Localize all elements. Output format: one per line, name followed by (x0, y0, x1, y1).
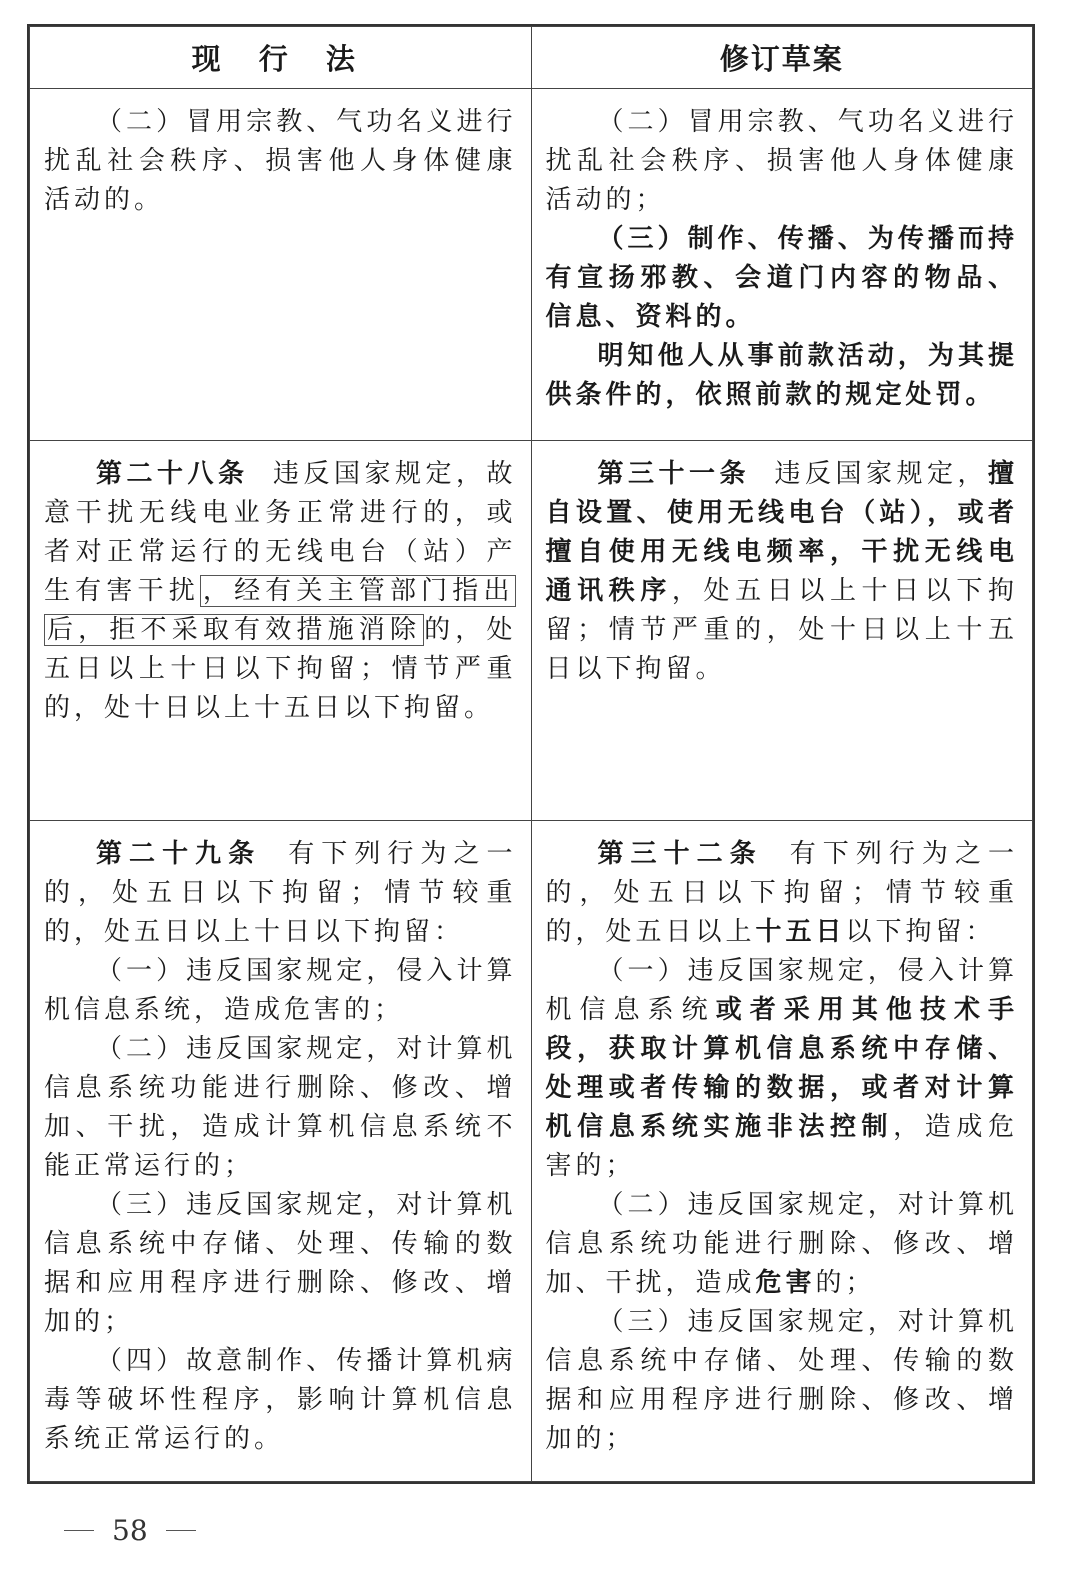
list-item: （二）违反国家规定，对计算机信息系统功能进行删除、修改、增加、干扰，造成计算机信息系统不能正常运行的； (44, 1034, 517, 1181)
comparison-table-frame (27, 24, 1035, 1484)
header-current-law-label: 现 行 法 (191, 42, 369, 76)
footer-dash-left (64, 1530, 94, 1531)
paragraph (546, 835, 1019, 952)
article-number: 第二十九条 (96, 839, 262, 869)
added-text-bold: 危害 (755, 1268, 816, 1298)
list-item (546, 952, 1019, 1186)
header-current-law (30, 27, 532, 89)
article-number: 第三十二条 (597, 839, 763, 869)
text-segment: 的； (815, 1268, 876, 1298)
added-text-bold: 十五日 (755, 917, 846, 947)
text-segment: ，造成危害的； (545, 1112, 1018, 1181)
text-segment: 违反国家规定， (773, 459, 988, 489)
page-footer (46, 1514, 214, 1547)
paragraph (44, 835, 517, 952)
list-item: （三）违反国家规定，对计算机信息系统中存储、处理、传输的数据和应用程序进行删除、修改、增加的； (44, 1190, 517, 1337)
text-segment: 违反国家规定，故意干扰无线电业务正常进行的，或者对正常运行的无线电台（站）产生有害干扰 (44, 459, 517, 606)
paragraph-added-bold: 明知他人从事前款活动，为其提供条件的，依照前款的规定处罚。 (545, 341, 1018, 410)
deleted-text-box: ，经有关主管部门指出后，拒不采取有效措施消除 (44, 575, 516, 646)
list-item: （三）违反国家规定，对计算机信息系统中存储、处理、传输的数据和应用程序进行删除、修改、增加的； (545, 1307, 1018, 1454)
cell-revised-row2 (531, 441, 1033, 821)
header-revised-draft (531, 27, 1033, 89)
page-number: 58 (112, 1514, 148, 1547)
text-segment: 的，处五日以上十日以下拘留；情节严重的，处十日以上十五日以下拘留。 (44, 615, 517, 723)
text-segment: 有下列行为之一的，处五日以下拘留；情节较重的，处五日以上十日以下拘留： (44, 839, 517, 947)
text-segment: ，处五日以上十日以下拘留；情节严重的，处十日以上十五日以下拘留。 (545, 576, 1018, 684)
text-segment: （二）违反国家规定，对计算机信息系统功能进行删除、修改、增加、干扰，造成 (545, 1190, 1018, 1298)
paragraph (546, 455, 1019, 689)
article-number: 第三十一条 (597, 459, 750, 489)
paragraph (44, 455, 517, 728)
paragraph-added-bold: （三）制作、传播、为传播而持有宣扬邪教、会道门内容的物品、信息、资料的。 (545, 224, 1018, 332)
cell-current-row1 (30, 89, 532, 441)
table-row (30, 89, 1033, 441)
text-segment: 以下拘留： (845, 917, 996, 947)
text-segment: （一）违反国家规定，侵入计算机信息系统 (545, 956, 1018, 1025)
table-header-row (30, 27, 1033, 89)
added-text-bold: 或者采用其他技术手段，获取计算机信息系统中存储、处理或者传输的数据，或者对计算机信息系统实施非法控制 (545, 995, 1018, 1142)
cell-revised-row1 (531, 89, 1033, 441)
cell-current-row3 (30, 821, 532, 1482)
list-item: （一）违反国家规定，侵入计算机信息系统，造成危害的； (44, 956, 517, 1025)
footer-dash-right (166, 1530, 196, 1531)
paragraph: （二）冒用宗教、气功名义进行扰乱社会秩序、损害他人身体健康活动的； (545, 107, 1018, 215)
table-row (30, 441, 1033, 821)
cell-current-row2 (30, 441, 532, 821)
text-segment: 有下列行为之一的，处五日以下拘留；情节较重的，处五日以上 (545, 839, 1018, 947)
article-number: 第二十八条 (96, 459, 249, 489)
list-item (546, 1186, 1019, 1303)
list-item: （四）故意制作、传播计算机病毒等破坏性程序，影响计算机信息系统正常运行的。 (44, 1346, 517, 1454)
cell-revised-row3 (531, 821, 1033, 1482)
comparison-table (29, 26, 1033, 1482)
header-revised-draft-label: 修订草案 (719, 42, 844, 76)
added-text-bold: 擅自设置、使用无线电台（站），或者擅自使用无线电频率，干扰无线电通讯秩序 (545, 459, 1018, 606)
table-row (30, 821, 1033, 1482)
paragraph: （二）冒用宗教、气功名义进行扰乱社会秩序、损害他人身体健康活动的。 (44, 107, 517, 215)
